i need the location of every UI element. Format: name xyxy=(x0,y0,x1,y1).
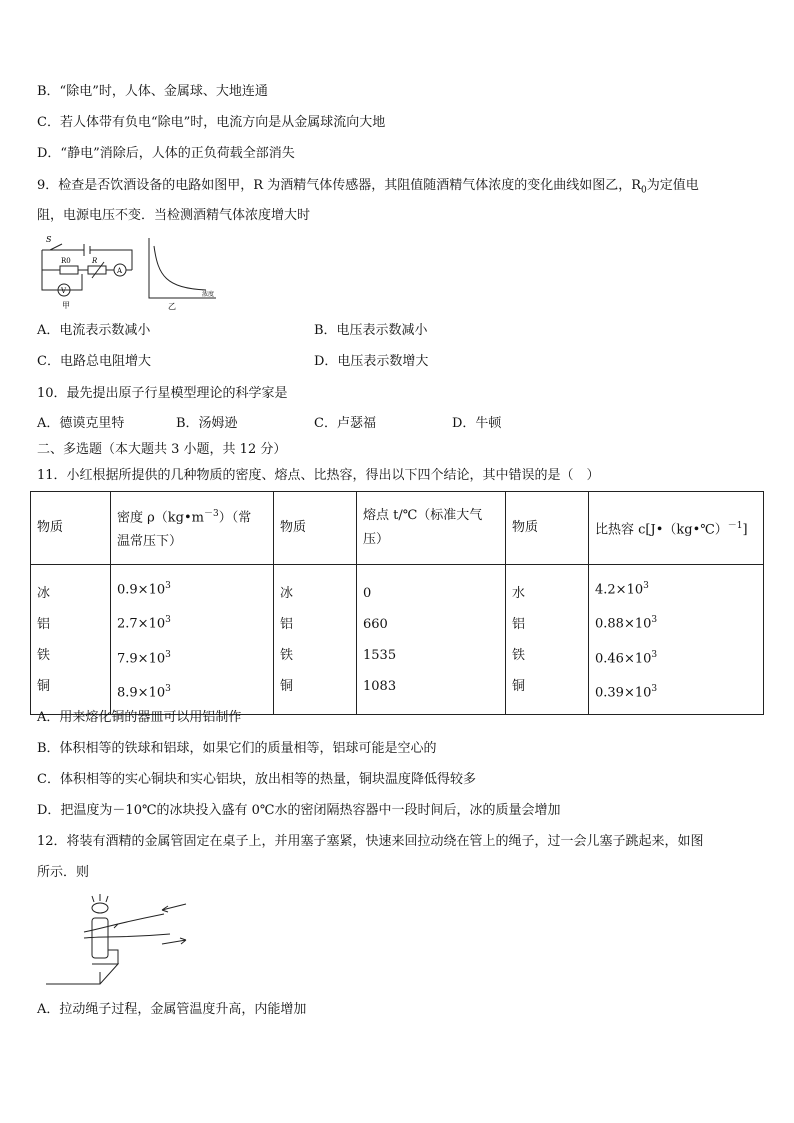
header-density-text-3: 温常压下） xyxy=(117,534,183,550)
label-nongdu: 浓度 xyxy=(202,291,215,298)
cell-exp: 3 xyxy=(165,581,171,591)
cell: 铜 xyxy=(37,678,51,694)
q9-figure xyxy=(36,232,226,312)
q10-option-d: D．牛顿 xyxy=(452,416,502,431)
cell-value: 0.9×10 xyxy=(117,582,166,598)
table-top xyxy=(46,964,118,984)
cell xyxy=(117,605,267,639)
cell: 铝 xyxy=(37,616,51,632)
q11-option-d: D．把温度为－10℃的冰块投入盛有 0℃水的密闭隔热容器中一段时间后，冰的质量会增加 xyxy=(37,803,561,818)
header-heat-text: 比热容 c[J•（kg•℃） xyxy=(595,522,728,538)
cell-value: 0.39×10 xyxy=(595,685,652,701)
col-density xyxy=(111,565,274,715)
label-yi: 乙 xyxy=(168,302,176,311)
q9-stem-text: 9．检查是否饮酒设备的电路如图甲，R 为酒精气体传感器，其阻值随酒精气体浓度的变化曲线如图乙，R xyxy=(37,178,641,193)
cell: 铝 xyxy=(280,616,294,632)
q12-option-a: A．拉动绳子过程，金属管温度升高，内能增加 xyxy=(37,1002,307,1017)
cell-value: 0.46×10 xyxy=(595,650,652,666)
arrow-left xyxy=(162,904,186,912)
graph-curve xyxy=(154,246,206,290)
label-a: A xyxy=(117,267,123,275)
properties-table xyxy=(30,491,764,715)
label-s: S xyxy=(46,235,52,244)
cell-value: 4.2×10 xyxy=(595,582,644,598)
cell: 铁 xyxy=(512,647,526,663)
q9-stem-line2: 阻，电源电压不变．当检测酒精气体浓度增大时 xyxy=(37,208,311,223)
cell-exp: 3 xyxy=(165,683,171,694)
label-v: V xyxy=(61,287,67,295)
cell: 铁 xyxy=(37,647,51,663)
switch xyxy=(50,244,62,250)
cell xyxy=(595,640,757,674)
col-specific-heat xyxy=(589,565,764,715)
sensor-r xyxy=(88,266,106,274)
cell: 铜 xyxy=(512,678,526,694)
cell-exp: 3 xyxy=(651,615,658,626)
cell-value: 0.88×10 xyxy=(595,616,652,632)
header-density-text: 密度 ρ（kg•m xyxy=(117,510,204,526)
header-substance-1: 物质 xyxy=(31,492,111,565)
table-edge xyxy=(108,950,118,964)
q9-option-a: A．电流表示数减小 xyxy=(37,323,151,338)
q11-stem: 11．小红根据所提供的几种物质的密度、熔点、比热容，得出以下四个结论，其中错误的是（ ） xyxy=(37,468,600,483)
header-melting-point xyxy=(357,492,506,565)
arrow-right xyxy=(162,938,186,944)
resistor-r0 xyxy=(60,266,78,274)
header-melt-text: 熔点 t/℃（标准大气 xyxy=(363,508,483,523)
cell-value: 2.7×10 xyxy=(117,616,166,632)
header-density-sup: －3 xyxy=(203,508,219,519)
col-substance-2 xyxy=(274,565,357,715)
col-melting-point xyxy=(357,565,506,715)
cell: 1535 xyxy=(363,647,397,663)
header-heat-text-2: ] xyxy=(742,522,748,538)
stopper xyxy=(92,903,108,913)
q8-option-c: C．若人体带有负电“除电”时，电流方向是从金属球流向大地 xyxy=(37,115,386,130)
section-heading: 二、多选题（本大题共 3 小题，共 12 分） xyxy=(37,442,287,457)
stopper-motion-lines xyxy=(92,894,108,902)
rope-lower xyxy=(84,934,170,938)
q12-figure xyxy=(44,888,214,988)
header-substance-3: 物质 xyxy=(506,492,589,565)
q11-option-b: B．体积相等的铁球和铝球，如果它们的质量相等，铝球可能是空心的 xyxy=(37,741,437,756)
rope-upper xyxy=(84,914,164,932)
cell: 1083 xyxy=(363,678,397,694)
q9-stem-subscript: 0 xyxy=(640,185,647,196)
cell-exp: 3 xyxy=(651,649,658,660)
q10-option-b: B．汤姆逊 xyxy=(176,416,238,431)
label-r0: R0 xyxy=(61,257,71,265)
q12-stem: 12．将装有酒精的金属管固定在桌子上，并用塞子塞紧，快速来回拉动绕在管上的绳子，过一会儿塞子跳起来，如图 xyxy=(37,834,704,849)
cell: 铜 xyxy=(280,678,294,694)
q8-option-d: D．“静电”消除后，人体的正负荷载全部消失 xyxy=(37,146,295,161)
header-heat-sup: －1 xyxy=(727,520,743,531)
cell: 铝 xyxy=(512,616,526,632)
q9-option-c: C．电路总电阻增大 xyxy=(37,354,151,369)
cell xyxy=(117,674,267,708)
q8-option-b: B．“除电”时，人体、金属球、大地连通 xyxy=(37,84,268,99)
header-density-text-2: ）（常 xyxy=(218,510,252,526)
cell-exp: 3 xyxy=(651,683,658,694)
cell xyxy=(117,640,267,674)
cell-exp: 3 xyxy=(165,649,171,660)
cell: 660 xyxy=(363,616,388,632)
table-header-row xyxy=(31,492,764,565)
label-r: R xyxy=(92,257,98,265)
q9-option-b: B．电压表示数减小 xyxy=(314,323,428,338)
label-jia: 甲 xyxy=(62,301,70,310)
cell: 冰 xyxy=(280,585,294,601)
cell xyxy=(595,674,757,708)
header-density xyxy=(111,492,274,565)
q10-option-c: C．卢瑟福 xyxy=(314,416,376,431)
header-substance-2: 物质 xyxy=(274,492,357,565)
cell: 冰 xyxy=(37,585,51,601)
cell-exp: 3 xyxy=(643,581,649,591)
cell-exp: 3 xyxy=(165,615,171,626)
q9-stem-text-end: 为定值电 xyxy=(646,178,699,193)
cell xyxy=(595,571,757,605)
header-specific-heat xyxy=(589,492,764,565)
cell: 水 xyxy=(512,585,526,601)
metal-tube xyxy=(92,918,108,958)
q10-stem: 10．最先提出原子行星模型理论的科学家是 xyxy=(37,386,288,401)
cell: 0 xyxy=(363,585,372,601)
q9-option-d: D．电压表示数增大 xyxy=(314,354,429,369)
table-data-row xyxy=(31,565,764,715)
q11-option-c: C．体积相等的实心铜块和实心铝块，放出相等的热量，铜块温度降低得较多 xyxy=(37,772,476,787)
cell: 铁 xyxy=(280,647,294,663)
col-substance-3 xyxy=(506,565,589,715)
cell xyxy=(595,605,757,639)
cell xyxy=(117,571,267,605)
q10-option-a: A．德谟克里特 xyxy=(37,416,125,431)
col-substance-1 xyxy=(31,565,111,715)
q12-stem-line2: 所示．则 xyxy=(37,865,90,880)
q11-option-a: A．用来熔化铜的器皿可以用铝制作 xyxy=(37,710,242,725)
header-melt-text-2: 压） xyxy=(363,532,390,547)
cell-value: 8.9×10 xyxy=(117,685,166,701)
cell-value: 7.9×10 xyxy=(117,650,166,666)
q9-stem xyxy=(37,177,699,200)
